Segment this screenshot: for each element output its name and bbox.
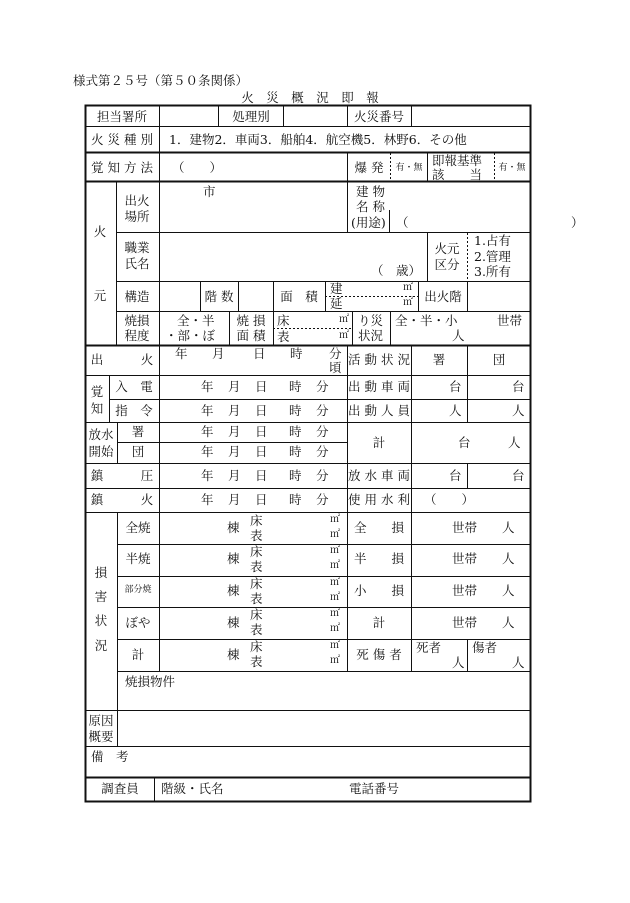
burn-floor: 床: [277, 313, 290, 328]
time-year: 年: [201, 403, 214, 418]
time-month: 月: [228, 424, 241, 439]
burned-items-label: 焼損物件: [125, 674, 176, 689]
time-day: 日: [255, 444, 268, 459]
water-side-1: 放水: [88, 427, 114, 442]
burn-value-2: ・部・ぼ: [165, 328, 216, 343]
dispatch-persons-unit-1: 人: [449, 403, 462, 418]
time-hour: 時: [289, 379, 302, 394]
structure-label: 構造: [124, 289, 150, 304]
job-label-2: 氏名: [124, 256, 150, 271]
outbreak-ko: 頃: [329, 360, 342, 375]
setai-nin: 世帯 人: [452, 583, 515, 598]
outbreak-month: 月: [212, 346, 225, 361]
victim-person: 人: [452, 328, 465, 343]
burn-surface-sqm: ㎡: [339, 330, 349, 341]
water-vehicles-unit-1: 台: [449, 468, 462, 483]
damage-row-label: ぼや: [125, 615, 151, 630]
water-vehicles-unit-2: 台: [512, 468, 525, 483]
surface-label: 表: [250, 622, 263, 637]
damage-side-2: 害: [94, 589, 108, 604]
remarks-label: 備 考: [91, 749, 129, 764]
kakuchi-side-2: 知: [90, 401, 104, 416]
criteria-yesno: 有・無: [498, 163, 526, 173]
area-sqm-1: ㎡: [403, 282, 413, 293]
casualties-label: 死 傷 者: [356, 647, 402, 662]
process-label: 処理別: [232, 109, 270, 124]
total-vehicle-unit: 台: [458, 435, 471, 450]
extinguished-label: 鎮 火: [90, 492, 154, 507]
suppression-label: 鎮 圧: [90, 468, 154, 483]
fire-floor-label: 出火階: [424, 289, 462, 304]
floor-sqm: ㎡: [330, 514, 340, 525]
floor-sqm: ㎡: [330, 608, 340, 619]
fire-type-options: 1．建物2．車両3．船舶4．航空機5．林野6．その他: [169, 132, 467, 147]
burn-label-2: 程度: [124, 328, 150, 343]
surface-label: 表: [250, 654, 263, 669]
time-minute: 分: [316, 424, 329, 439]
bldg-unit: 棟: [227, 583, 240, 598]
surface-sqm: ㎡: [330, 623, 340, 634]
time-day: 日: [255, 403, 268, 418]
job-label-1: 職業: [124, 240, 150, 255]
surface-sqm: ㎡: [330, 529, 340, 540]
activity-corps: 団: [492, 352, 506, 367]
time-day: 日: [255, 492, 268, 507]
floor-label: 床: [250, 576, 263, 591]
surface-sqm: ㎡: [330, 560, 340, 571]
water-station: 署: [131, 424, 145, 439]
explosion-label: 爆 発: [354, 160, 384, 175]
setai-nin: 世帯 人: [452, 520, 515, 535]
time-month: 月: [228, 403, 241, 418]
time-year: 年: [201, 379, 214, 394]
time-minute: 分: [316, 379, 329, 394]
criteria-label-1: 即報基準: [432, 153, 483, 168]
bldg-label-1: 建 物: [356, 184, 385, 199]
time-minute: 分: [316, 492, 329, 507]
time-hour: 時: [289, 424, 302, 439]
area-nobe: 延: [330, 296, 343, 311]
water-corps: 団: [131, 444, 145, 459]
damage-row-label: 半焼: [125, 551, 151, 566]
bldg-unit: 棟: [227, 520, 240, 535]
origin-side-2: 元: [93, 288, 107, 303]
phone-label: 電話番号: [349, 781, 400, 796]
time-minute: 分: [316, 444, 329, 459]
burn-area-label-2: 面 積: [236, 328, 266, 343]
setai-nin: 世帯 人: [452, 551, 515, 566]
bldg-unit: 棟: [227, 615, 240, 630]
damage-side-4: 況: [94, 638, 108, 653]
floor-label: 床: [250, 607, 263, 622]
water-side-2: 開始: [88, 444, 114, 459]
form-title: 火 災 概 況 即 報: [241, 90, 379, 105]
time-year: 年: [201, 492, 214, 507]
time-day: 日: [255, 424, 268, 439]
category-opt-1: 1.占有: [474, 233, 511, 248]
dispatch-persons-label: 出 動 人 員: [348, 403, 410, 418]
burn-surface: 表: [277, 329, 290, 344]
dispatch-persons-unit-2: 人: [512, 403, 525, 418]
area-sqm-2: ㎡: [403, 297, 413, 308]
burn-value-1: 全・半: [177, 313, 215, 328]
area-kenchiku: 建: [330, 281, 343, 296]
damage-col-label: 半 損: [353, 551, 405, 566]
form-id: 様式第２５号（第５０条関係）: [73, 73, 249, 88]
damage-row-label: 全焼: [125, 520, 151, 535]
fire-type-label: 火 災 種 別: [91, 132, 153, 147]
awareness-paren: （ ）: [172, 160, 223, 175]
floor-label: 床: [250, 639, 263, 654]
outbreak-year: 年: [175, 346, 188, 361]
water-vehicles-label: 放 水 車 両: [348, 468, 410, 483]
burn-area-label-1: 焼 損: [236, 313, 266, 328]
city-label: 市: [203, 184, 216, 199]
time-day: 日: [255, 379, 268, 394]
surface-label: 表: [250, 591, 263, 606]
time-year: 年: [201, 444, 214, 459]
time-hour: 時: [289, 468, 302, 483]
category-opt-2: 2.管理: [474, 249, 511, 264]
time-year: 年: [201, 468, 214, 483]
surface-sqm: ㎡: [330, 592, 340, 603]
bldg-paren: （ ）: [396, 215, 584, 230]
victim-household: 世帯: [497, 313, 523, 328]
fire-no-label: 火災番号: [353, 109, 405, 124]
bldg-unit: 棟: [227, 551, 240, 566]
surface-sqm: ㎡: [330, 655, 340, 666]
activity-station: 署: [432, 352, 446, 367]
place-label-2: 場所: [124, 209, 150, 224]
age-paren: （ 歳）: [371, 263, 422, 278]
kakuchi-side-1: 覚: [90, 384, 104, 399]
place-label-1: 出火: [124, 193, 150, 208]
total-label: 計: [372, 435, 386, 450]
dead-label: 死者: [416, 640, 442, 655]
time-hour: 時: [289, 403, 302, 418]
damage-side-3: 状: [94, 613, 108, 628]
total-person-unit: 人: [508, 435, 521, 450]
explosion-yesno: 有・無: [395, 163, 423, 173]
origin-side-1: 火: [93, 224, 107, 239]
burn-floor-sqm: ㎡: [339, 314, 349, 325]
injured-label: 傷者: [472, 640, 498, 655]
time-minute: 分: [316, 403, 329, 418]
damage-side-1: 損: [94, 565, 108, 580]
office-label: 担当署所: [96, 109, 148, 124]
floor-label: 床: [250, 544, 263, 559]
outbreak-hour: 時: [290, 346, 303, 361]
time-day: 日: [255, 468, 268, 483]
dispatch-vehicles-unit-2: 台: [512, 379, 525, 394]
outbreak-min: 分: [329, 346, 342, 361]
time-hour: 時: [289, 492, 302, 507]
victim-value: 全・半・小: [395, 313, 458, 328]
time-month: 月: [228, 492, 241, 507]
floors-label: 階 数: [204, 289, 234, 304]
surface-label: 表: [250, 528, 263, 543]
bldg-label-2: 名 称: [356, 199, 385, 214]
setai-nin: 世帯 人: [452, 615, 515, 630]
rank-name-label: 階級・氏名: [161, 781, 224, 796]
activity-label: 活 動 状 況: [348, 352, 410, 367]
bldg-label-3: (用途): [351, 215, 386, 230]
injured-unit: 人: [512, 655, 525, 670]
time-month: 月: [228, 468, 241, 483]
category-label-2: 区分: [434, 257, 460, 272]
damage-col-label: 小 損: [353, 583, 405, 598]
floor-label: 床: [250, 513, 263, 528]
floor-sqm: ㎡: [330, 577, 340, 588]
floor-sqm: ㎡: [330, 640, 340, 651]
incoming-call-label: 入 電: [115, 379, 153, 394]
damage-row-label: 部分焼: [124, 585, 152, 595]
cause-label-2: 概要: [88, 729, 114, 744]
damage-row-label: 計: [131, 647, 145, 662]
time-year: 年: [201, 424, 214, 439]
burn-label-1: 焼損: [124, 313, 150, 328]
area-label: 面 積: [280, 289, 318, 304]
victim-label-1: り災: [358, 313, 384, 328]
outbreak-label: 出 火: [90, 352, 154, 367]
dispatch-vehicles-unit-1: 台: [449, 379, 462, 394]
water-use-label: 使 用 水 利: [348, 492, 410, 507]
category-label-1: 火元: [434, 241, 460, 256]
floor-sqm: ㎡: [330, 545, 340, 556]
dispatch-vehicles-label: 出 動 車 両: [348, 379, 410, 394]
time-month: 月: [228, 379, 241, 394]
investigator-label: 調査員: [101, 781, 139, 796]
surface-label: 表: [250, 559, 263, 574]
time-hour: 時: [289, 444, 302, 459]
cause-label-1: 原因: [88, 713, 114, 728]
victim-label-2: 状況: [358, 328, 384, 343]
criteria-label-2: 該 当: [432, 167, 483, 182]
water-use-paren: （ ）: [424, 492, 475, 507]
outbreak-day: 日: [253, 346, 266, 361]
awareness-label: 覚 知 方 法: [91, 160, 153, 175]
damage-col-label: 全 損: [353, 520, 405, 535]
command-label: 指 令: [115, 403, 153, 418]
time-minute: 分: [316, 468, 329, 483]
time-month: 月: [228, 444, 241, 459]
bldg-unit: 棟: [227, 647, 240, 662]
category-opt-3: 3.所有: [474, 264, 511, 279]
dead-unit: 人: [452, 655, 465, 670]
damage-col-label: 計: [372, 615, 386, 630]
